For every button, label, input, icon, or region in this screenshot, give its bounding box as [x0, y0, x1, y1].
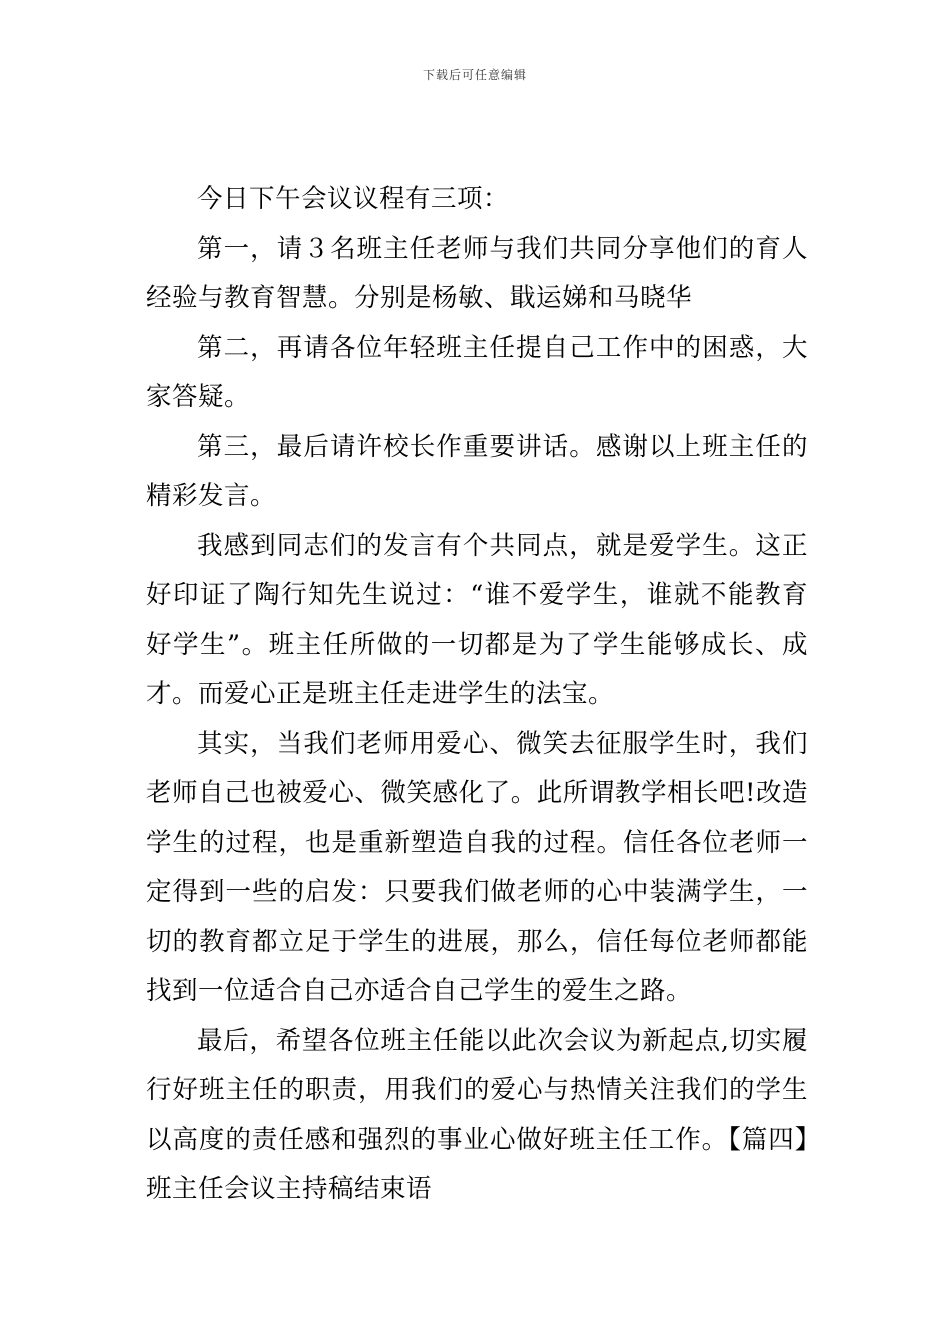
document-body [146, 175, 808, 1215]
paragraph-agenda-intro: 今日下午会议议程有三项： [197, 184, 510, 214]
paragraph-agenda-item-3: 第三，最后请许校长作重要讲话。感谢以上班主任的精彩发言。 [146, 431, 808, 511]
paragraph-teaching-growth: 其实，当我们老师用爱心、微笑去征服学生时，我们老师自己也被爱心、微笑感化了。此所谓教学相长吧!改造学生的过程，也是重新塑造自我的过程。信任各位老师一定得到一些的启发：只要我们做老师的心中装满学生，一切的教育都立足于学生的进展，那么，信任每位老师都能找到一位适合自己亦适合自己学生的爱生之路。 [146, 728, 808, 1006]
paragraph-agenda-item-2: 第二，再请各位年轻班主任提自己工作中的困惑，大家答疑。 [146, 332, 808, 412]
paragraph-agenda-item-1: 第一，请３名班主任老师与我们共同分享他们的育人经验与教育智慧。分别是杨敏、戢运娣和马晓华 [146, 233, 808, 313]
paragraph-closing: 最后，希望各位班主任能以此次会议为新起点,切实履行好班主任的职责，用我们的爱心与热情关注我们的学生以高度的责任感和强烈的事业心做好班主任工作。【篇四】班主任会议主持稿结束语 [146, 1025, 808, 1204]
paragraph-love-students: 我感到同志们的发言有个共同点，就是爱学生。这正好印证了陶行知先生说过：“谁不爱学生，谁就不能教育好学生”。班主任所做的一切都是为了学生能够成长、成才。而爱心正是班主任走进学生的法宝。 [146, 530, 808, 709]
page-header-note: 下载后可任意编辑 [422, 68, 527, 82]
